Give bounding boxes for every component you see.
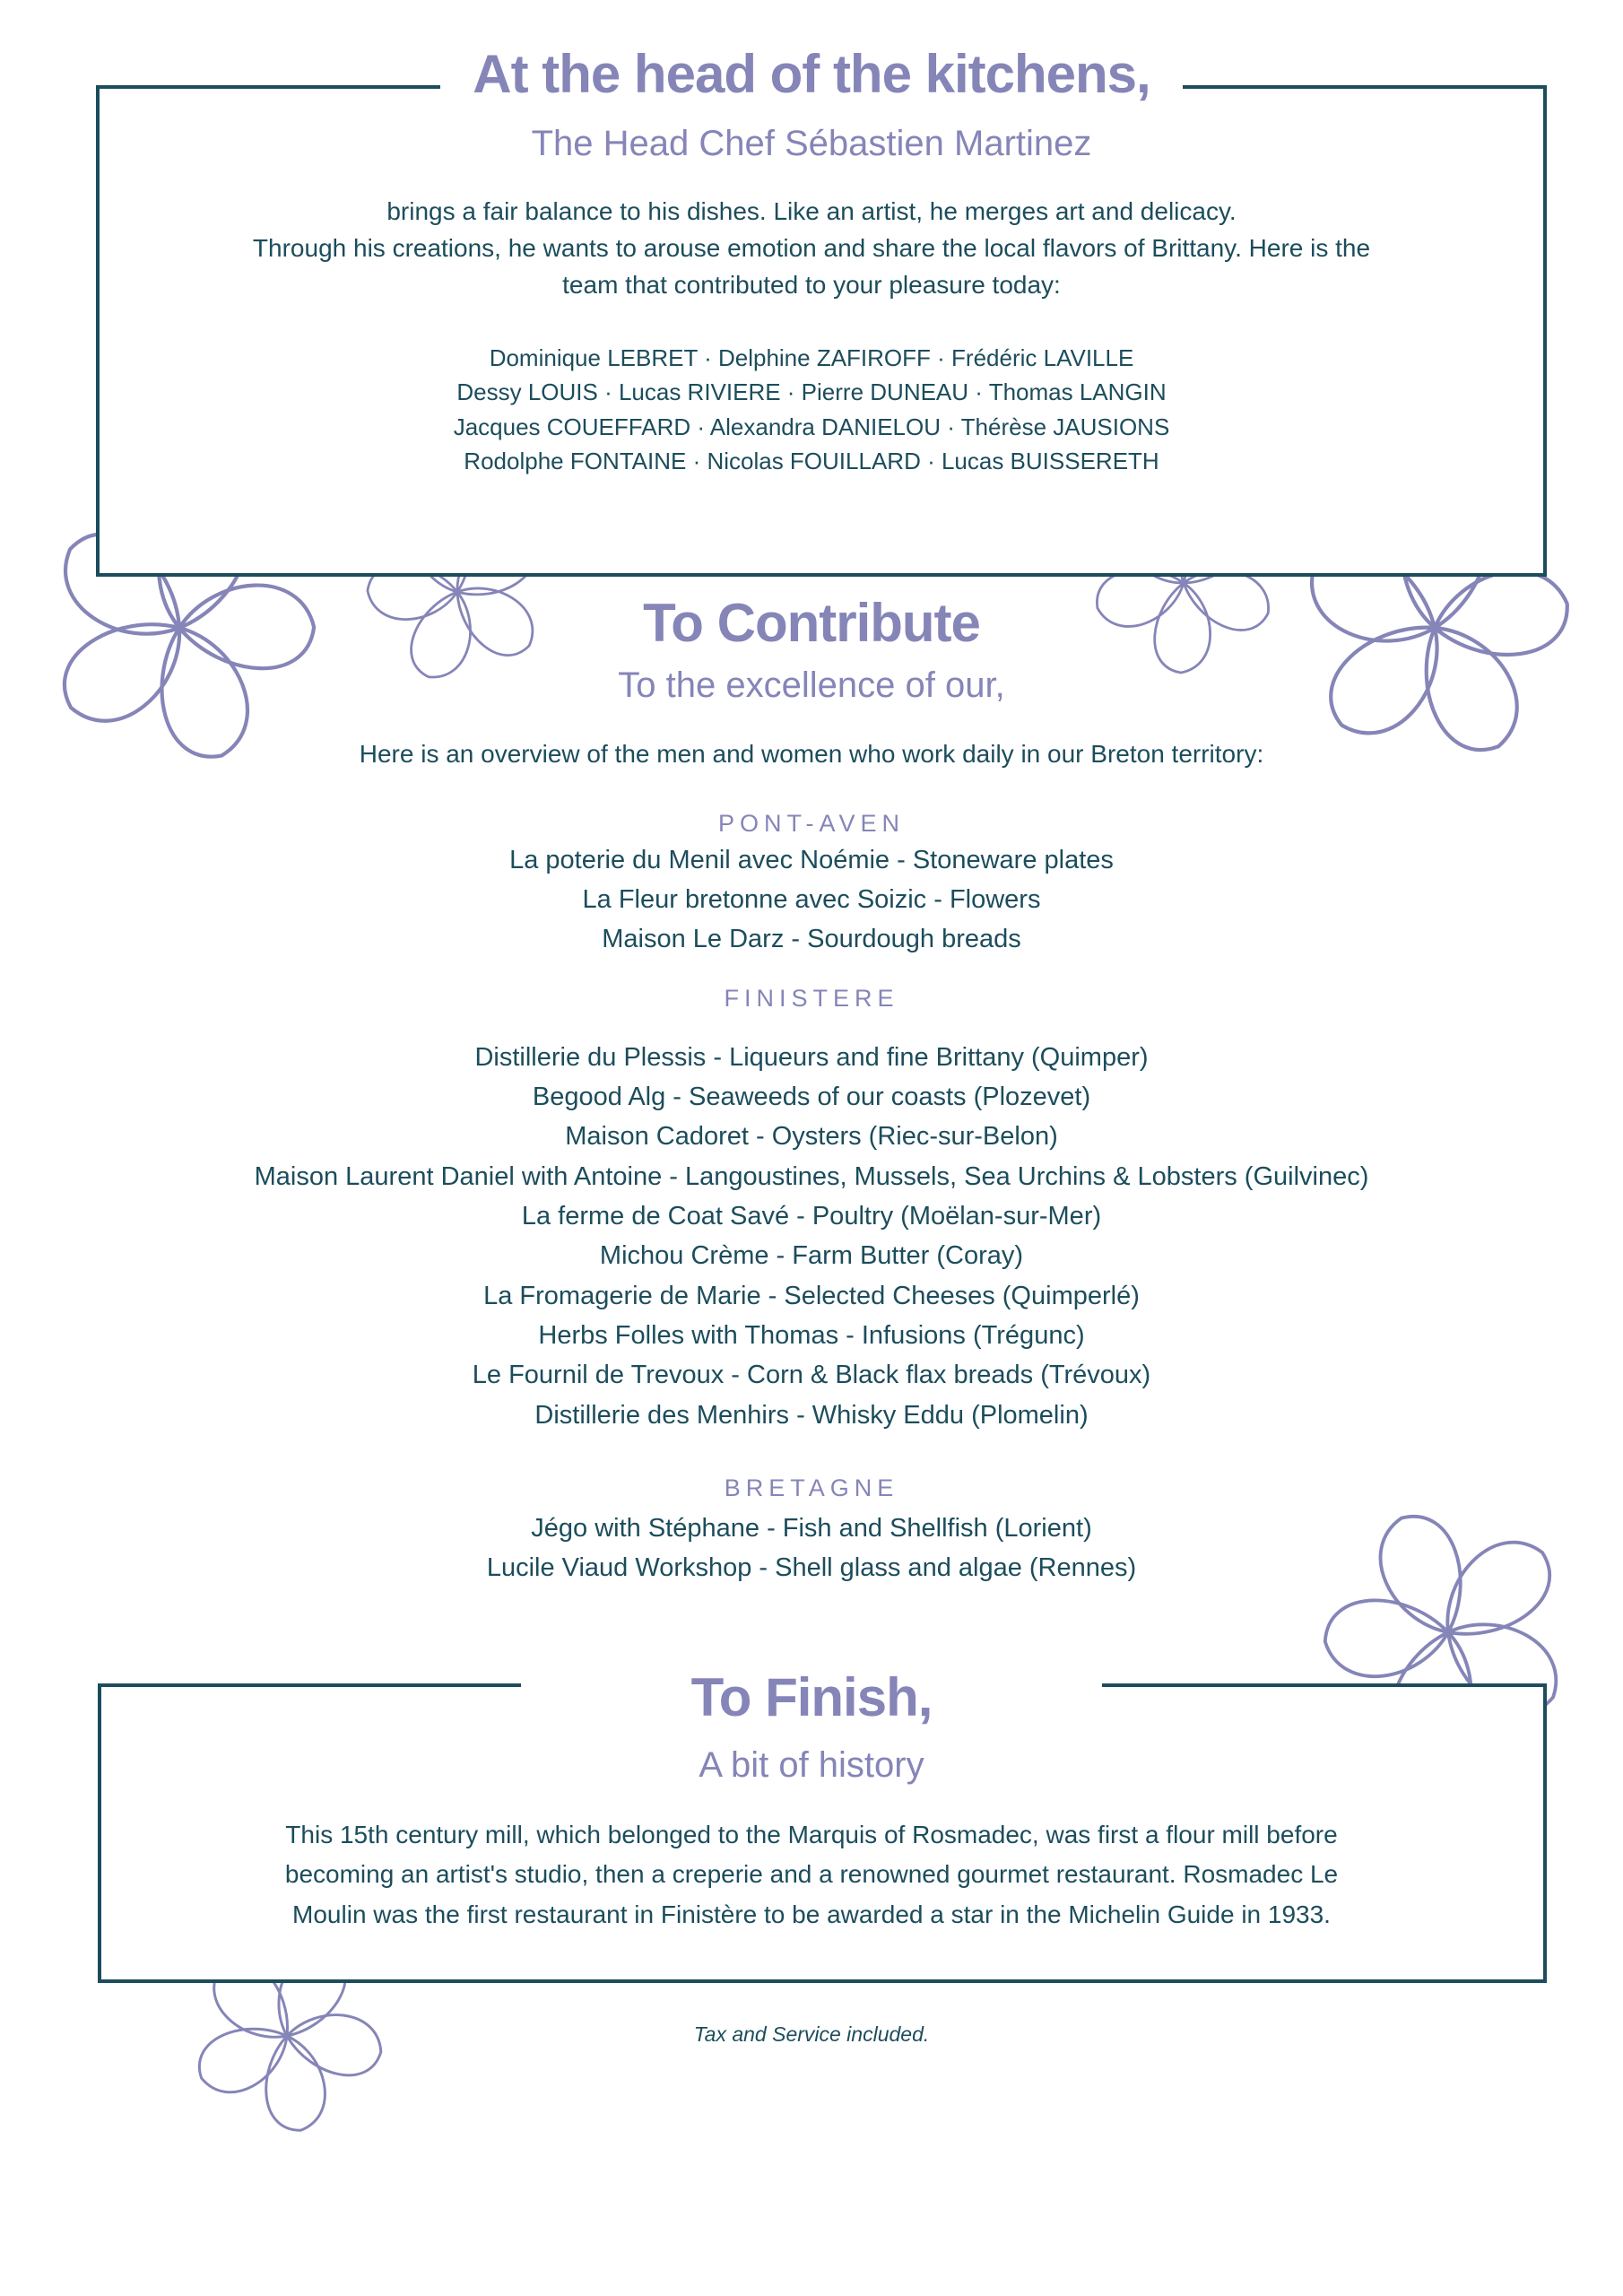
supplier-item: La poterie du Menil avec Noémie - Stoneware plates — [509, 846, 1114, 874]
kitchens-body-line: brings a fair balance to his dishes. Like an artist, he merges art and delicacy. — [386, 197, 1237, 225]
tax-note: Tax and Service included. — [693, 2022, 930, 2046]
team-line: Jacques COUEFFARD · Alexandra DANIELOU · Thérèse JAUSIONS — [453, 413, 1170, 440]
kitchens-body-line: Through his creations, he wants to arouse emotion and share the local flavors of Brittany. Here is the — [252, 234, 1371, 262]
supplier-item: Herbs Folles with Thomas - Infusions (Trégunc) — [538, 1321, 1085, 1350]
finish-title: To Finish, — [0, 1666, 1623, 1728]
kitchens-title: At the head of the kitchens, — [0, 43, 1623, 105]
kitchens-subtitle: The Head Chef Sébastien Martinez — [531, 124, 1092, 163]
contribute-subtitle: To the excellence of our, — [618, 665, 1005, 705]
supplier-item: Maison Le Darz - Sourdough breads — [602, 925, 1021, 953]
contribute-intro: Here is an overview of the men and women who work daily in our Breton territory: — [359, 740, 1264, 768]
finish-subtitle: A bit of history — [699, 1745, 924, 1785]
supplier-item: Jégo with Stéphane - Fish and Shellfish (Lorient) — [531, 1514, 1092, 1543]
supplier-item: Michou Crème - Farm Butter (Coray) — [599, 1241, 1024, 1270]
history-line: Moulin was the first restaurant in Finistère to be awarded a star in the Michelin Guide in 1933. — [292, 1900, 1331, 1928]
team-line: Dessy LOUIS · Lucas RIVIERE · Pierre DUNEAU · Thomas LANGIN — [456, 378, 1167, 405]
team-line: Rodolphe FONTAINE · Nicolas FOUILLARD · Lucas BUISSERETH — [464, 448, 1159, 474]
supplier-item: La Fleur bretonne avec Soizic - Flowers — [582, 885, 1041, 914]
supplier-item: Begood Alg - Seaweeds of our coasts (Plozevet) — [532, 1083, 1091, 1111]
supplier-item: La Fromagerie de Marie - Selected Cheeses (Quimperlé) — [483, 1282, 1140, 1310]
supplier-item: Distillerie des Menhirs - Whisky Eddu (Plomelin) — [534, 1401, 1089, 1430]
supplier-item: Maison Laurent Daniel with Antoine - Langoustines, Mussels, Sea Urchins & Lobsters (Guilvinec) — [254, 1162, 1369, 1191]
contribute-title: To Contribute — [643, 593, 980, 653]
history-line: becoming an artist's studio, then a creperie and a renowned gourmet restaurant. Rosmadec Le — [284, 1860, 1339, 1888]
supplier-item: Distillerie du Plessis - Liqueurs and fine Brittany (Quimper) — [474, 1043, 1149, 1072]
supplier-item: Lucile Viaud Workshop - Shell glass and algae (Rennes) — [486, 1553, 1137, 1582]
supplier-item: La ferme de Coat Savé - Poultry (Moëlan-sur-Mer) — [521, 1202, 1102, 1231]
supplier-item: Maison Cadoret - Oysters (Riec-sur-Belon) — [565, 1122, 1058, 1151]
supplier-item: Le Fournil de Trevoux - Corn & Black flax breads (Trévoux) — [472, 1361, 1151, 1389]
region-heading-pont-aven: PONT-AVEN — [717, 810, 906, 837]
region-heading-bretagne: BRETAGNE — [724, 1474, 899, 1501]
team-line: Dominique LEBRET · Delphine ZAFIROFF · Frédéric LAVILLE — [489, 344, 1134, 371]
region-heading-finistere: FINISTERE — [724, 985, 899, 1012]
kitchens-body-line: team that contributed to your pleasure today: — [562, 271, 1061, 299]
history-line: This 15th century mill, which belonged to the Marquis of Rosmadec, was first a flour mill before — [285, 1821, 1338, 1848]
